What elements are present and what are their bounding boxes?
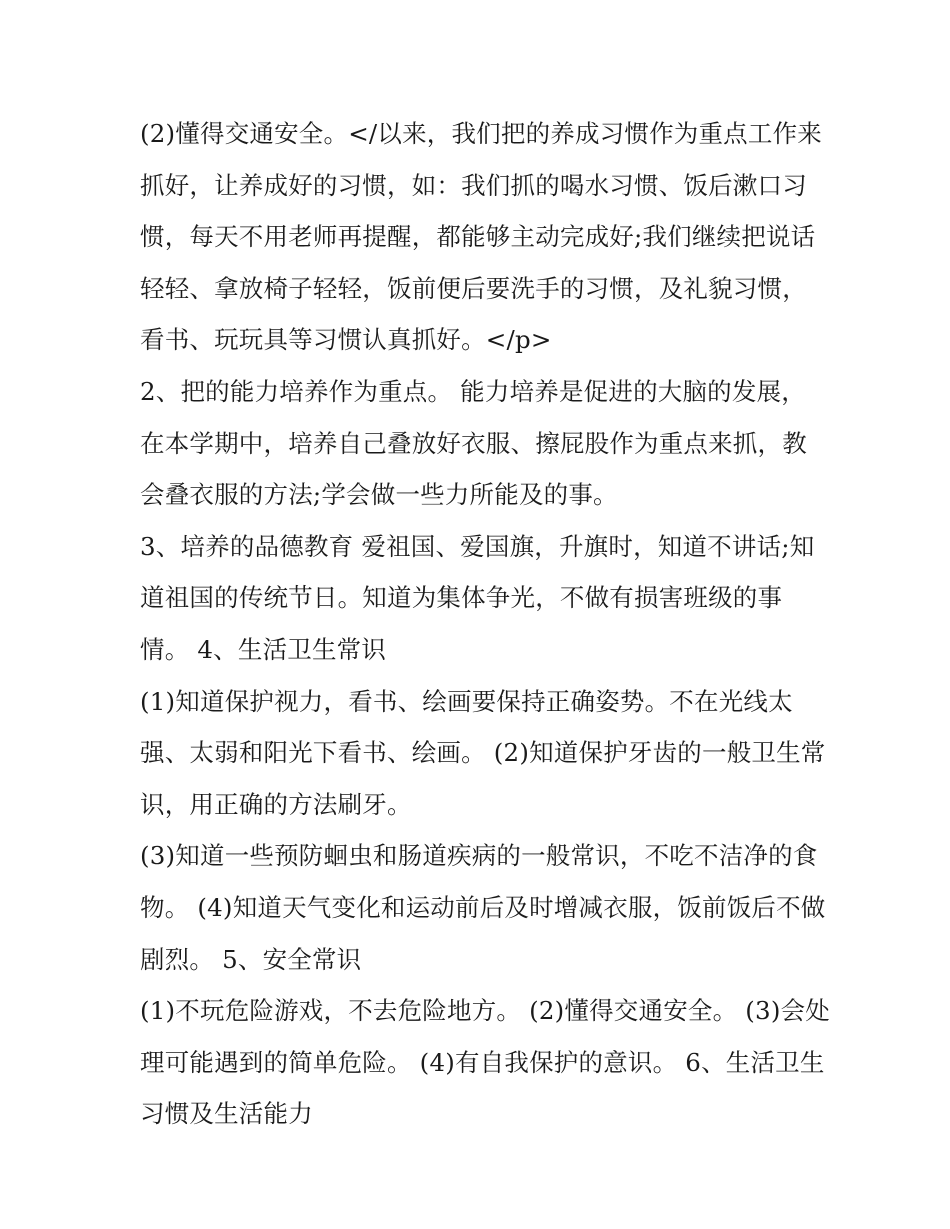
document-body xyxy=(140,108,830,1140)
paragraph-hygiene-1: (1)知道保护视力，看书、绘画要保持正确姿势。不在光线太强、太弱和阳光下看书、绘画。 (2)知道保护牙齿的一般卫生常识，用正确的方法刷牙。 xyxy=(140,686,826,819)
paragraph-ability: 2、把的能力培养作为重点。 能力培养是促进的大脑的发展，在本学期中，培养自己叠放好衣服、擦屁股作为重点来抓，教会叠衣服的方法;学会做一些力所能及的事。 xyxy=(140,376,807,510)
paragraph-hygiene-2: (3)知道一些预防蛔虫和肠道疾病的一般常识，不吃不洁净的食物。 (4)知道天气变化和运动前后及时增减衣服，饭前饭后不做剧烈。 5、安全常识 xyxy=(140,841,826,974)
paragraph-moral-education: 3、培养的品德教育 爱祖国、爱国旗，升旗时，知道不讲话;知道祖国的传统节日。知道为集体争光，不做有损害班级的事情。 4、生活卫生常识 xyxy=(140,531,815,664)
paragraph-habits: (2)懂得交通安全。</以来，我们把的养成习惯作为重点工作来抓好，让养成好的习惯，如：我们抓的喝水习惯、饭后漱口习惯，每天不用老师再提醒，都能够主动完成好;我们继续把说话轻轻、拿放椅子轻轻，饭前便后要洗手的习惯，及礼貌习惯，看书、玩玩具等习惯认真抓好。</p> xyxy=(140,119,822,355)
paragraph-safety: (1)不玩危险游戏，不去危险地方。 (2)懂得交通安全。 (3)会处理可能遇到的简单危险。 (4)有自我保护的意识。 6、生活卫生习惯及生活能力 xyxy=(140,996,830,1129)
